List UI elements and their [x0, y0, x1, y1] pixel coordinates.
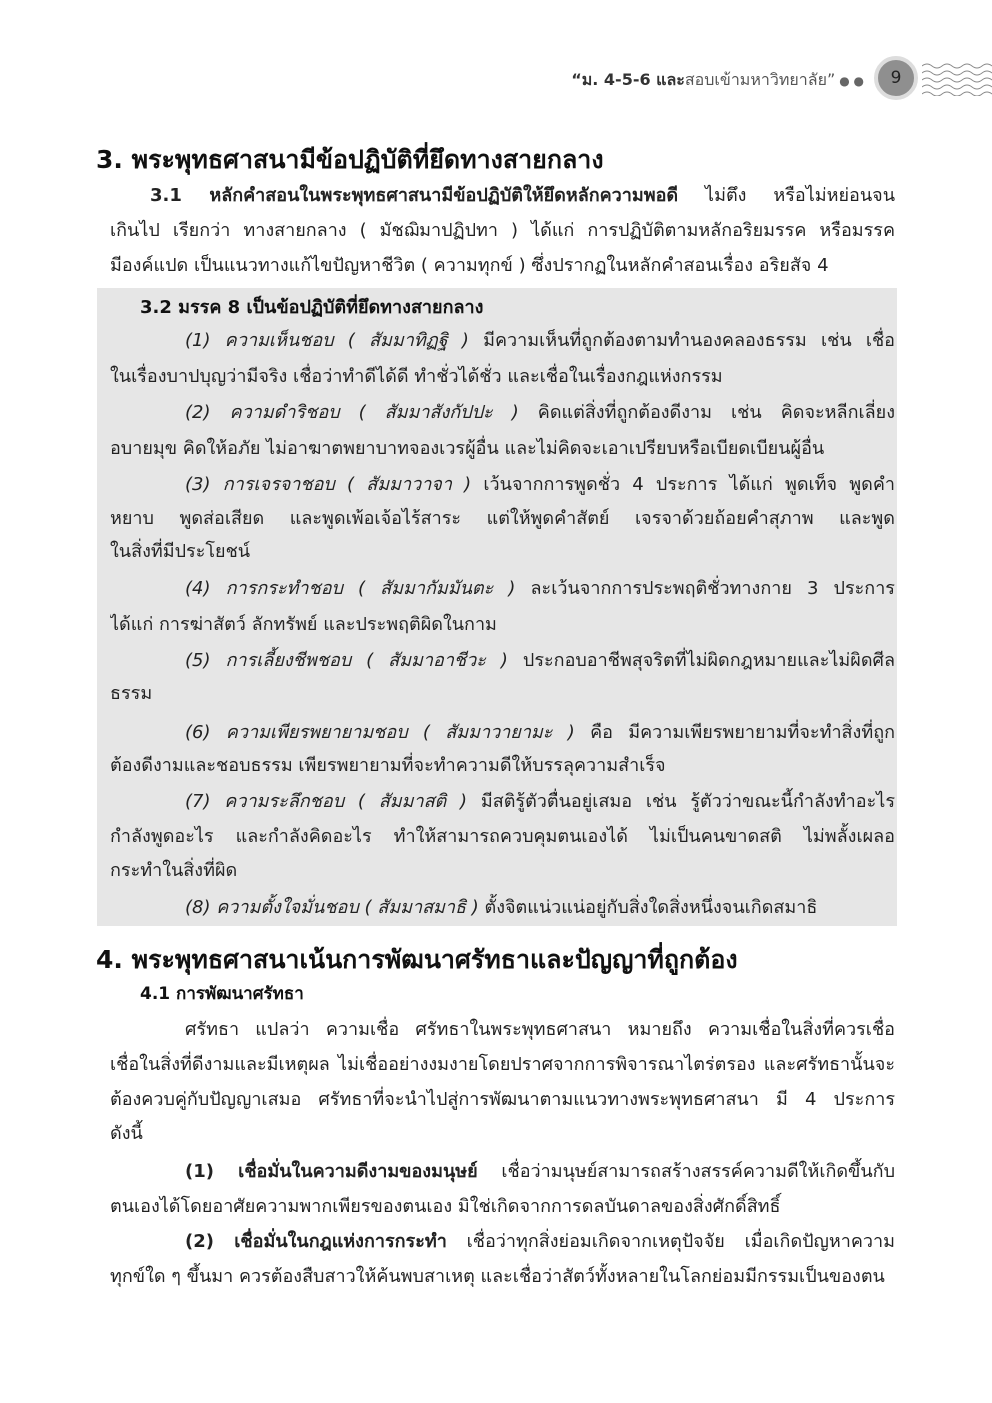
- para-4-1-line: ต้องควบคู่กับปัญญาเสมอ ศรัทธาที่จะนำไปสู่การพัฒนาตามแนวทางพระพุทธศาสนา มี 4 ประการ: [110, 1089, 895, 1110]
- para-4-1-line: เชื่อในสิ่งที่ดีงามและมีเหตุผล ไม่เชื่ออย่างงมงายโดยปราศจากการพิจารณาไตร่ตรอง และศรัทธานั้นจะ: [110, 1054, 895, 1075]
- para-4-1-line: ดังนี้: [110, 1123, 143, 1144]
- para-3-1-line: 3.1 หลักคำสอนในพระพุทธศาสนามีข้อปฏิบัติให้ยึดหลักความพอดี ไม่ตึง หรือไม่หย่อนจน: [150, 185, 895, 206]
- section-3-heading: 3. พระพุทธศาสนามีข้อปฏิบัติที่ยึดทางสายกลาง: [96, 145, 604, 174]
- para-3-1-line: เกินไป เรียกว่า ทางสายกลาง ( มัชฌิมาปฏิปทา ) ได้แก่ การปฏิบัติตามหลักอริยมรรค หรือมรรค: [110, 220, 895, 241]
- section-4-1-heading: 4.1 การพัฒนาศรัทธา: [140, 984, 304, 1004]
- list-item-line: (6) ความเพียรพยายามชอบ ( สัมมาวายามะ ) คือ มีความเพียรพยายามที่จะทำสิ่งที่ถูก: [185, 722, 895, 743]
- list-item-line: หยาบ พูดส่อเสียด และพูดเพ้อเจ้อไร้สาระ แต่ให้พูดคำสัตย์ เจรจาด้วยถ้อยคำสุภาพ และพูด: [110, 508, 895, 529]
- list-item-line: (3) การเจรจาชอบ ( สัมมาวาจา ) เว้นจากการพูดชั่ว 4 ประการ ได้แก่ พูดเท็จ พูดคำ: [185, 474, 895, 495]
- list-item-line: ได้แก่ การฆ่าสัตว์ ลักทรัพย์ และประพฤติผิดในกาม: [110, 614, 497, 635]
- list-item-line: (1) ความเห็นชอบ ( สัมมาทิฏฐิ ) มีความเห็นที่ถูกต้องตามทำนองคลองธรรม เช่น เชื่อ: [185, 330, 895, 351]
- list-item-line: ธรรม: [110, 683, 153, 704]
- page-number: 9: [874, 56, 918, 100]
- list-item-line: (5) การเลี้ยงชีพชอบ ( สัมมาอาชีวะ ) ประกอบอาชีพสุจริตที่ไม่ผิดกฎหมายและไม่ผิดศีล: [185, 650, 895, 671]
- list-item-line: (8) ความตั้งใจมั่นชอบ ( สัมมาสมาธิ ) ตั้งจิตแน่วแน่อยู่กับสิ่งใดสิ่งหนึ่งจนเกิดสมาธิ: [185, 897, 818, 918]
- list-item-line: ในสิ่งที่มีประโยชน์: [110, 541, 251, 562]
- list-item-line: (1) เชื่อมั่นในความดีงามของมนุษย์ เชื่อว่ามนุษย์สามารถสร้างสรรค์ความดีให้เกิดขึ้นกับ: [185, 1161, 895, 1182]
- list-item-line: กระทำในสิ่งที่ผิด: [110, 860, 238, 881]
- list-item-line: อบายมุข คิดให้อภัย ไม่อาฆาตพยาบาทจองเวรผู้อื่น และไม่คิดจะเอาเปรียบหรือเบียดเบียนผู้อื่น: [110, 438, 825, 459]
- para-3-1-line: มีองค์แปด เป็นแนวทางแก้ไขปัญหาชีวิต ( ความทุกข์ ) ซึ่งปรากฏในหลักคำสอนเรื่อง อริยสัจ 4: [110, 255, 829, 276]
- list-item-line: กำลังพูดอะไร และกำลังคิดอะไร ทำให้สามารถควบคุมตนเองได้ ไม่เป็นคนขาดสติ ไม่พลั้งเผลอ: [110, 826, 895, 847]
- section-4-heading: 4. พระพุทธศาสนาเน้นการพัฒนาศรัทธาและปัญญาที่ถูกต้อง: [96, 945, 738, 974]
- bullet-dots-icon: ● ●: [839, 74, 864, 88]
- running-title: “ม. 4-5-6 และสอบเข้ามหาวิทยาลัย” ● ●: [571, 70, 864, 89]
- section-3-2-heading: 3.2 มรรค 8 เป็นข้อปฏิบัติที่ยึดทางสายกลาง: [140, 297, 484, 318]
- para-4-1-line: ศรัทธา แปลว่า ความเชื่อ ศรัทธาในพระพุทธศาสนา หมายถึง ความเชื่อในสิ่งที่ควรเชื่อ: [185, 1019, 895, 1040]
- list-item-line: ต้องดีงามและชอบธรรม เพียรพยายามที่จะทำความดีให้บรรลุความสำเร็จ: [110, 755, 666, 776]
- list-item-line: (4) การกระทำชอบ ( สัมมากัมมันตะ ) ละเว้นจากการประพฤติชั่วทางกาย 3 ประการ: [185, 578, 895, 599]
- running-header: [560, 56, 992, 102]
- list-item-line: (7) ความระลึกชอบ ( สัมมาสติ ) มีสติรู้ตัวตื่นอยู่เสมอ เช่น รู้ตัวว่าขณะนี้กำลังทำอะไร: [185, 791, 895, 812]
- list-item-line: ในเรื่องบาปบุญว่ามีจริง เชื่อว่าทำดีได้ดี ทำชั่วได้ชั่ว และเชื่อในเรื่องกฎแห่งกรรม: [110, 366, 723, 387]
- list-item-line: (2) ความดำริชอบ ( สัมมาสังกัปปะ ) คิดแต่สิ่งที่ถูกต้องดีงาม เช่น คิดจะหลีกเลี่ยง: [185, 402, 895, 423]
- list-item-line: ตนเองได้โดยอาศัยความพากเพียรของตนเอง มิใช่เกิดจากการดลบันดาลของสิ่งศักดิ์สิทธิ์: [110, 1196, 781, 1217]
- wave-decoration-icon: [922, 60, 992, 96]
- list-item-line: (2) เชื่อมั่นในกฎแห่งการกระทำ เชื่อว่าทุกสิ่งย่อมเกิดจากเหตุปัจจัย เมื่อเกิดปัญหาความ: [185, 1231, 895, 1252]
- list-item-line: ทุกข์ใด ๆ ขึ้นมา ควรต้องสืบสาวให้ค้นพบสาเหตุ และเชื่อว่าสัตว์ทั้งหลายในโลกย่อมมีกรรมเป็นของตน: [110, 1266, 885, 1287]
